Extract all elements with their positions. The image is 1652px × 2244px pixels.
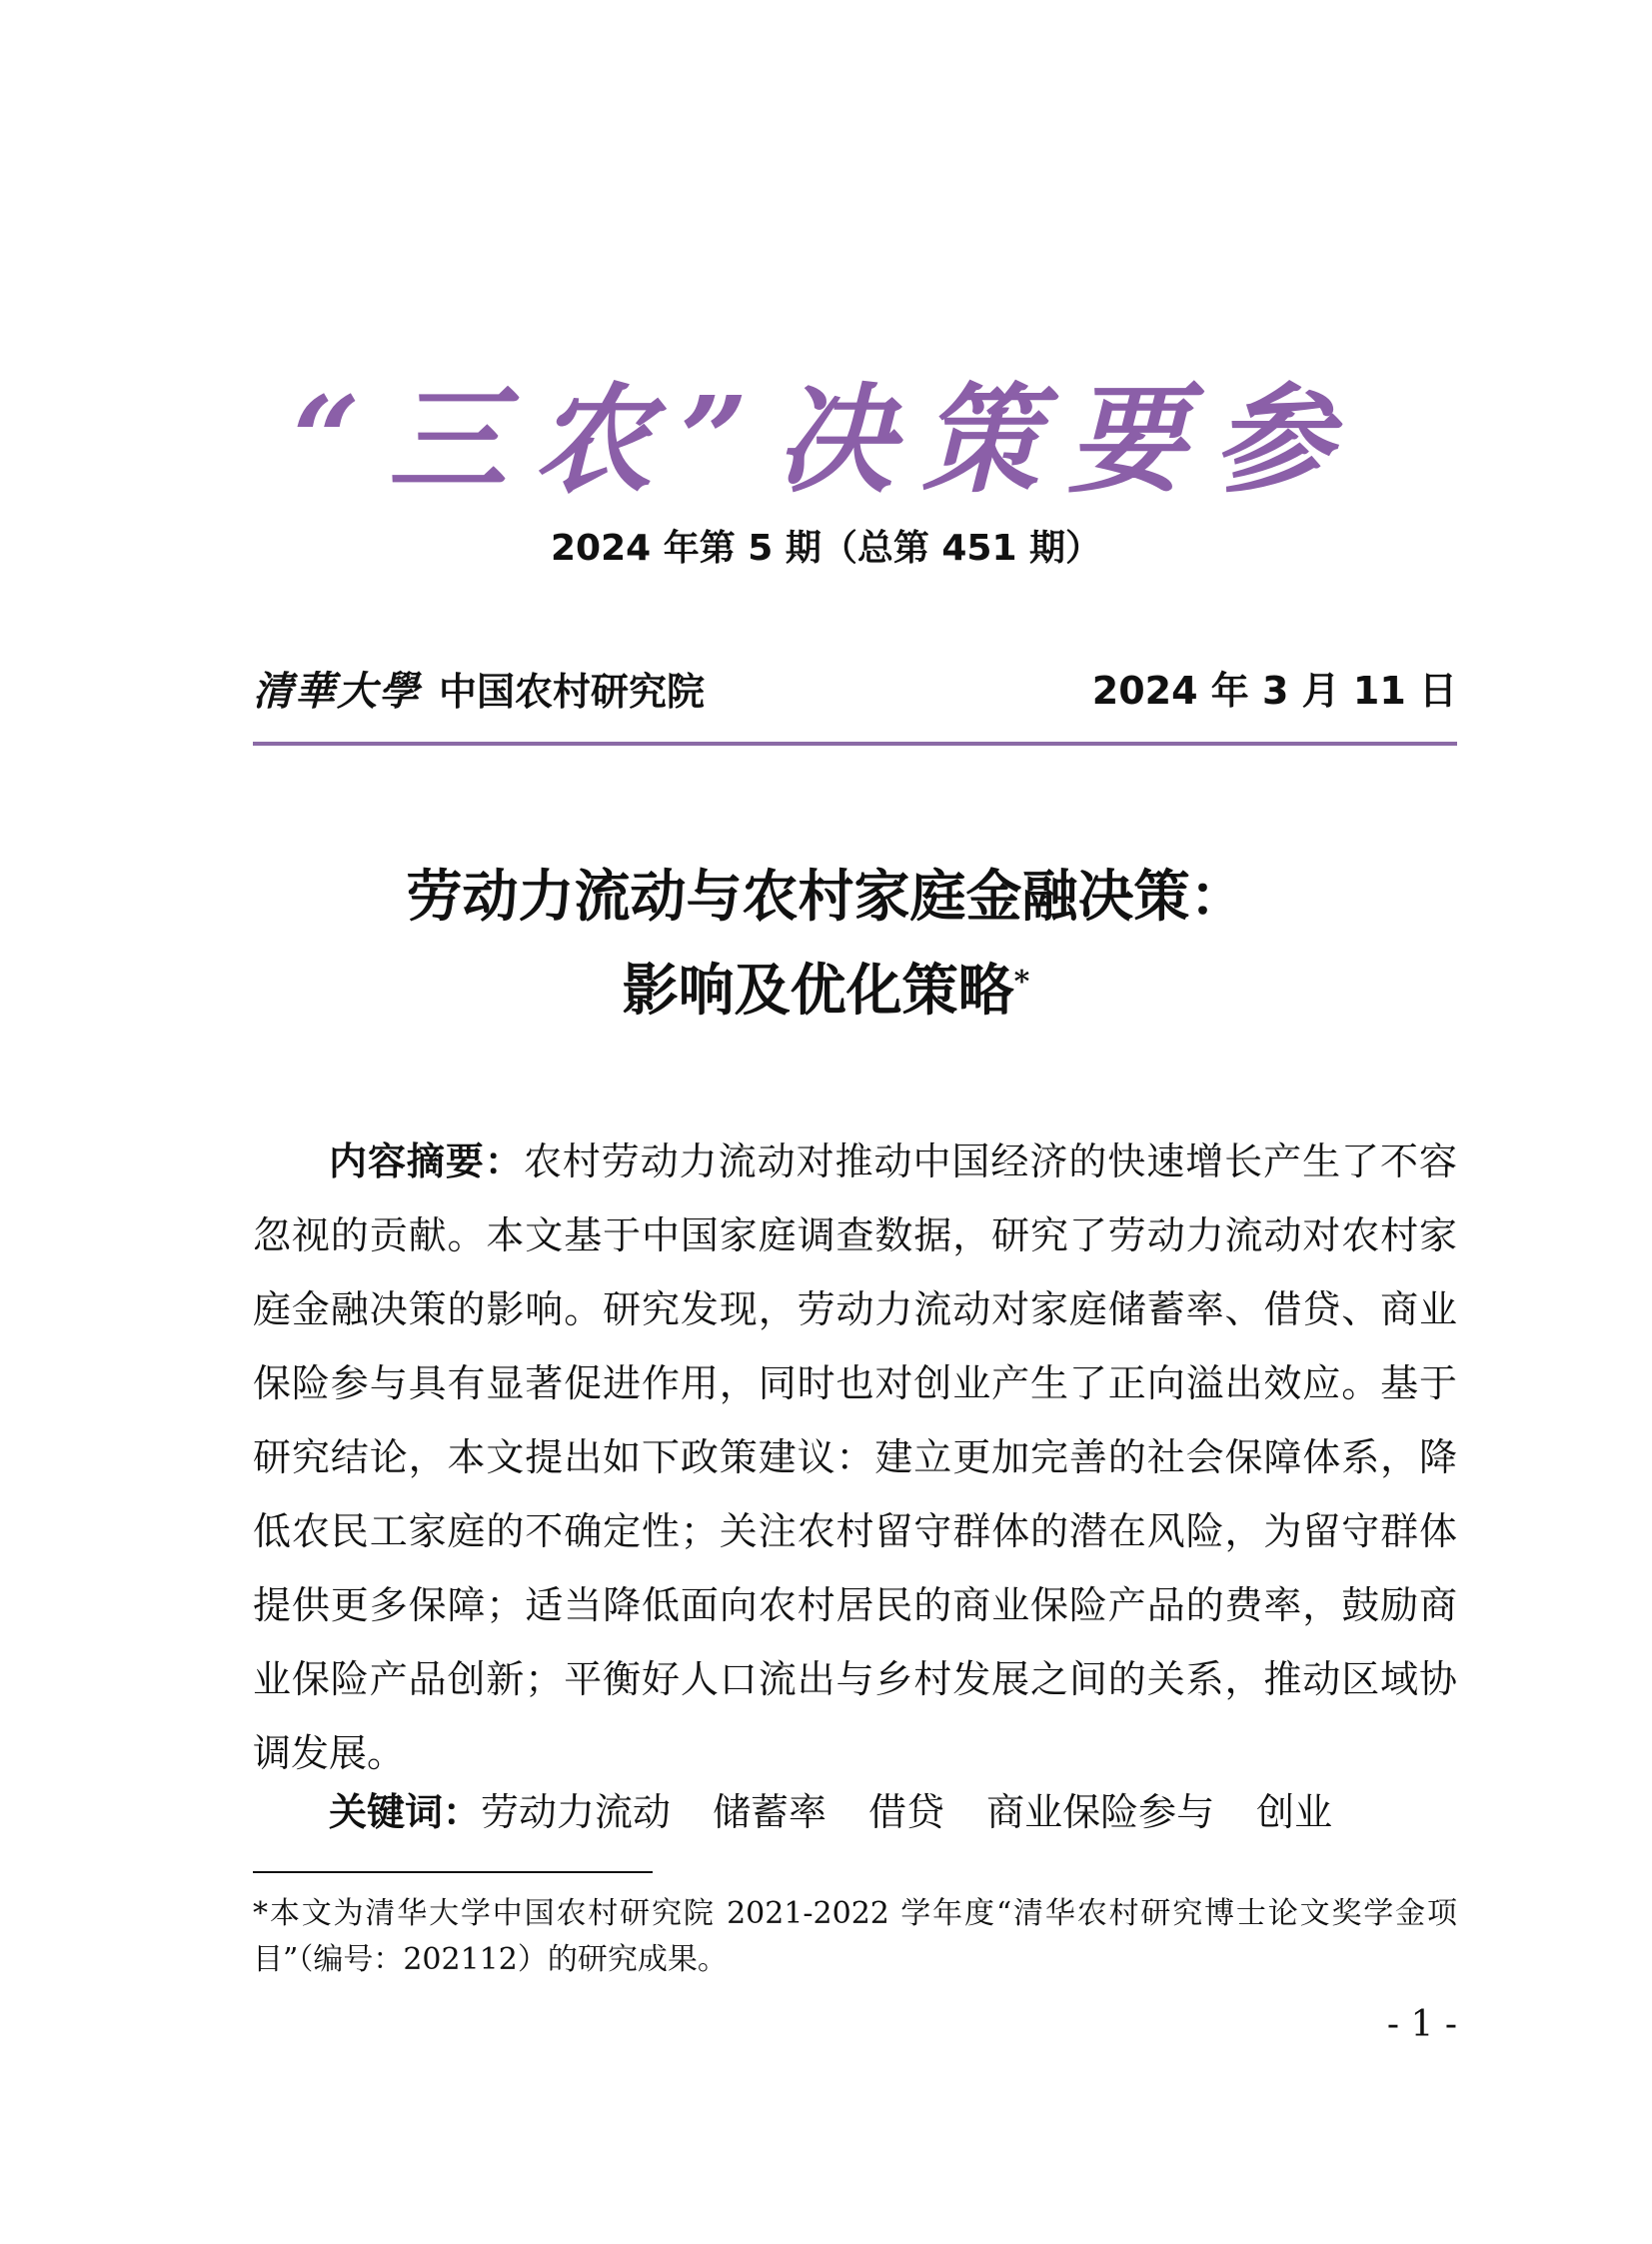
issue-number: 2024 年第 5 期（总第 451 期）	[550, 528, 1102, 569]
publisher-row	[253, 660, 1457, 720]
footnote: *本文为清华大学中国农村研究院 2021-2022 学年度“清华农村研究博士论文奖学金项目”（编号：202112）的研究成果。	[253, 1896, 1457, 1977]
abstract	[253, 1124, 1457, 1790]
title-line-2-text: 影响及优化策略	[622, 958, 1014, 1024]
university-logo: 清華大學	[253, 668, 421, 715]
institute-name: 中国农村研究院	[439, 670, 706, 714]
keyword: 劳动力流动	[481, 1790, 672, 1834]
abstract-text: 农村劳动力流动对推动中国经济的快速增长产生了不容忽视的贡献。本文基于中国家庭调查数据，研究了劳动力流动对农村家庭金融决策的影响。研究发现，劳动力流动对家庭储蓄率、借贷、商业保险参与具有显著促进作用，同时也对创业产生了正向溢出效应。基于研究结论，本文提出如下政策建议：建立更加完善的社会保障体系，降低农民工家庭的不确定性；关注农村留守群体的潜在风险，为留守群体提供更多保障；适当降低面向农村居民的商业保险产品的费率，鼓励商业保险产品创新；平衡好人口流出与乡村发展之间的关系，推动区域协调发展。	[253, 1139, 1457, 1775]
header-divider	[253, 742, 1457, 746]
title-line-1: 劳动力流动与农村家庭金融决策：	[406, 864, 1246, 930]
keyword: 创业	[1256, 1790, 1333, 1834]
keyword: 借贷	[868, 1790, 945, 1834]
abstract-label: 内容摘要：	[329, 1139, 524, 1183]
keyword: 储蓄率	[713, 1790, 827, 1834]
publish-date: 2024 年 3 月 11 日	[1091, 669, 1457, 713]
article-title	[0, 850, 1652, 1038]
keyword: 商业保险参与	[986, 1790, 1215, 1834]
title-footnote-marker: *	[1013, 965, 1030, 1000]
keywords-label: 关键词：	[329, 1790, 482, 1834]
footnote-divider	[253, 1871, 653, 1873]
title-line-2	[0, 944, 1652, 1038]
masthead-title: “三农”决策要参	[292, 370, 1360, 509]
keywords	[253, 1775, 1457, 1849]
page-number: - 1 -	[1386, 2004, 1457, 2045]
publisher-left	[253, 660, 705, 717]
